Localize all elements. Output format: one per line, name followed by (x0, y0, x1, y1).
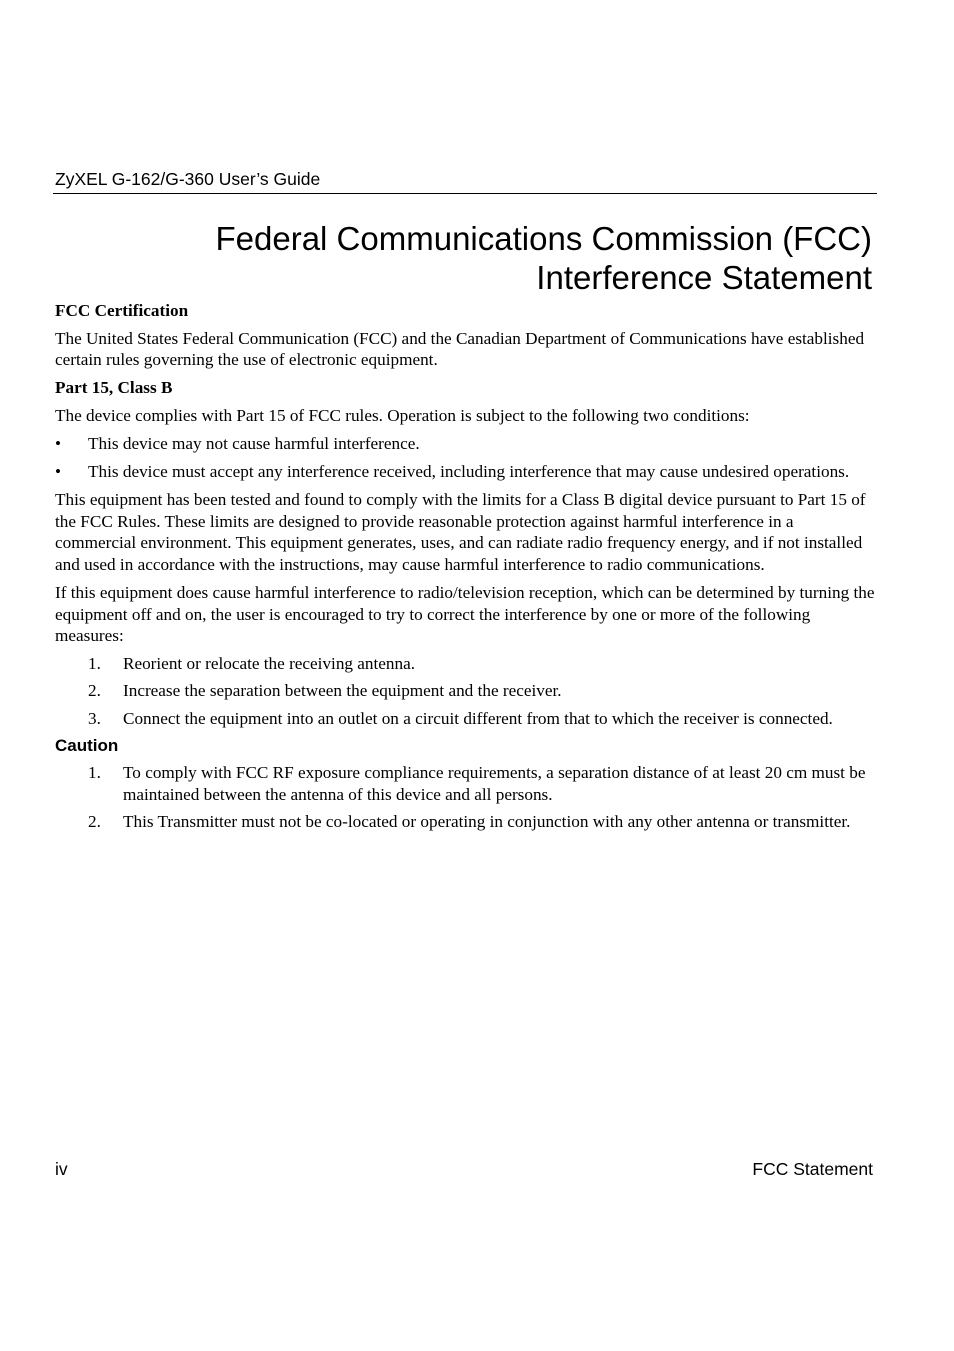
measure-item (55, 680, 875, 702)
caution-item (55, 762, 875, 805)
measure-number: 1. (88, 654, 101, 674)
part15-heading: Part 15, Class B (55, 378, 173, 398)
page-title (216, 219, 873, 297)
conditions-list (55, 433, 875, 483)
condition-text: This device may not cause harmful interference. (88, 433, 420, 453)
measure-text: Reorient or relocate the receiving antenna. (123, 654, 416, 674)
fcc-certification-text: The United States Federal Communication (FCC) and the Canadian Department of Communications have established certain rules governing the use of electronic equipment. (55, 328, 865, 370)
page-number: iv (55, 1159, 68, 1179)
condition-text: This device must accept any interference received, including interference that may cause undesired operations. (88, 462, 850, 482)
fcc-certification-heading: FCC Certification (55, 301, 189, 320)
caution-number: 2. (88, 811, 101, 831)
measure-text: Connect the equipment into an outlet on a circuit different from that to which the receiver is connected. (123, 708, 833, 728)
caution-heading: Caution (55, 735, 119, 755)
tested-statement: This equipment has been tested and found to comply with the limits for a Class B digital device pursuant to Part 15 of the FCC Rules. These limits are designed to provide reasonable protection against harmful interference in a commercial environment. This equipment generates, uses, and can radiate radio frequency energy, and if not installed and used in accordance with the instructions, may cause harmful interference to radio communications. (55, 490, 866, 574)
caution-list (55, 762, 875, 832)
measures-list (55, 653, 875, 729)
caution-number: 1. (88, 763, 101, 783)
condition-item (55, 461, 875, 483)
measure-number: 3. (88, 708, 101, 728)
page-title-line-2: Interference Statement (536, 259, 872, 296)
guide-title: ZyXEL G-162/G-360 User’s Guide (55, 169, 321, 189)
condition-item (55, 433, 875, 455)
caution-item (55, 811, 875, 833)
footer-section-name: FCC Statement (752, 1159, 873, 1179)
header-divider (53, 193, 877, 194)
measure-item (55, 708, 875, 730)
part15-intro: The device complies with Part 15 of FCC rules. Operation is subject to the following two conditions: (55, 405, 750, 425)
main-content (55, 300, 875, 838)
page-title-line-1: Federal Communications Commission (FCC) (215, 220, 872, 257)
measures-intro: If this equipment does cause harmful interference to radio/television reception, which can be determined by turning the equipment off and on, the user is encouraged to try to correct the interference by one or more of the following measures: (55, 583, 875, 646)
bullet-icon: • (55, 462, 62, 482)
caution-text: This Transmitter must not be co-located or operating in conjunction with any other antenna or transmitter. (123, 811, 851, 831)
measure-number: 2. (88, 681, 101, 701)
measure-text: Increase the separation between the equipment and the receiver. (123, 681, 562, 701)
caution-text: To comply with FCC RF exposure compliance requirements, a separation distance of at least 20 cm must be maintained between the antenna of this device and all persons. (123, 763, 866, 804)
measure-item (55, 653, 875, 675)
bullet-icon: • (55, 433, 62, 453)
